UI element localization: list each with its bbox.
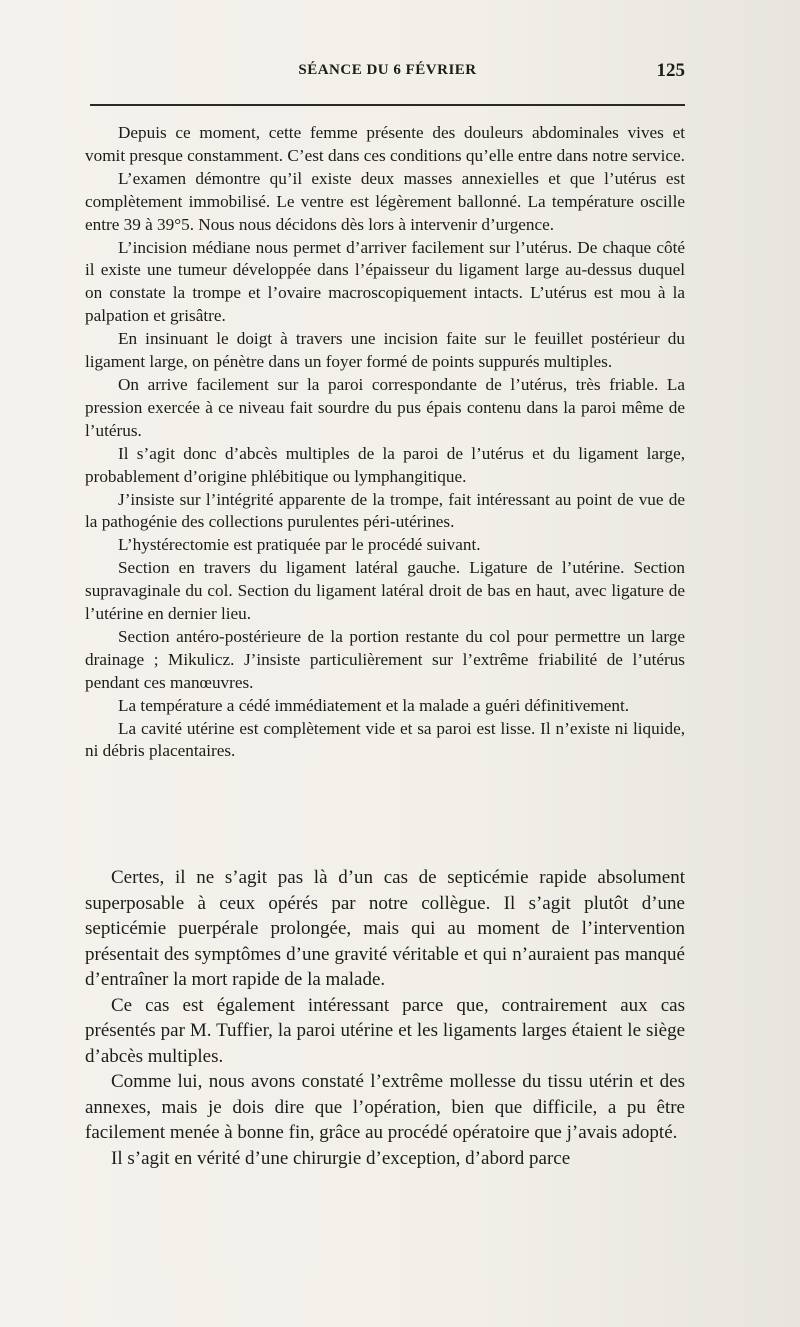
paragraph: Depuis ce moment, cette femme présente des douleurs abdominales vives et vomit presque constamment. C’est dans ces conditions qu’elle entre dans notre service. (85, 123, 685, 165)
case-report-text (85, 122, 685, 763)
paragraph: Certes, il ne s’agit pas là d’un cas de septicémie rapide absolument superposable à ceux opérés par notre collègue. Il s’agit plutôt d’une septicémie puerpérale prolongée, mais qui au moment de l’intervention présentait des symptômes d’une gravité véritable et qui n’auraient pas manqué d’entraîner la mort rapide de la malade. (85, 867, 685, 990)
paragraph: La température a cédé immédiatement et la malade a guéri définitivement. (118, 695, 630, 715)
page-number: 125 (656, 60, 685, 81)
header-rule (90, 104, 685, 106)
running-title: SÉANCE DU 6 FÉVRIER (298, 62, 477, 78)
paragraph: L’hystérectomie est pratiquée par le procédé suivant. (118, 535, 481, 555)
paragraph: Il s’agit en vérité d’une chirurgie d’exception, d’abord parce (111, 1147, 571, 1169)
paragraph: L’incision médiane nous permet d’arriver facilement sur l’utérus. De chaque côté il existe une tumeur développée dans l’épaisseur du ligament large au-dessus duquel on constate la trompe et l’ovaire macroscopiquement intacts. L’utérus est mou à la palpation et grisâtre. (85, 237, 685, 326)
paragraph: L’examen démontre qu’il existe deux masses annexielles et que l’utérus est complètement immobilisé. Le ventre est légèrement ballonné. La température oscille entre 39 à 39°5. Nous nous décidons dès lors à intervenir d’urgence. (85, 168, 685, 234)
paragraph: On arrive facilement sur la paroi correspondante de l’utérus, très friable. La pression exercée à ce niveau fait sourdre du pus épais contenu dans la paroi même de l’utérus. (85, 374, 685, 440)
paragraph: Section antéro-postérieure de la portion restante du col pour permettre un large drainage ; Mikulicz. J’insiste particulièrement sur l’extrême friabilité de l’utérus pendant ces manœuvres. (85, 626, 685, 692)
paragraph: Ce cas est également intéressant parce que, contrairement aux cas présentés par M. Tuffier, la paroi utérine et les ligaments larges étaient le siège d’abcès multiples. (85, 994, 685, 1067)
paragraph: J’insiste sur l’intégrité apparente de la trompe, fait intéressant au point de vue de la pathogénie des collections purulentes péri-utérines. (85, 489, 685, 532)
paragraph: En insinuant le doigt à travers une incision faite sur le feuillet postérieur du ligament large, on pénètre dans un foyer formé de points suppurés multiples. (85, 329, 685, 372)
running-head (90, 62, 685, 86)
paragraph: La cavité utérine est complètement vide et sa paroi est lisse. Il n’existe ni liquide, ni débris placentaires. (85, 718, 685, 761)
paragraph: Il s’agit donc d’abcès multiples de la paroi de l’utérus et du ligament large, probablement d’origine phlébitique ou lymphangitique. (85, 443, 685, 486)
discussion-text (85, 865, 685, 1171)
paragraph: Comme lui, nous avons constaté l’extrême mollesse du tissu utérin et des annexes, mais je dois dire que l’opération, bien que difficile, a pu être facilement menée à bonne fin, grâce au procédé opératoire que j’avais adopté. (85, 1071, 685, 1143)
paragraph: Section en travers du ligament latéral gauche. Ligature de l’utérine. Section supravaginale du col. Section du ligament latéral droit de bas en haut, avec ligature de l’utérine en dernier lieu. (85, 558, 685, 624)
